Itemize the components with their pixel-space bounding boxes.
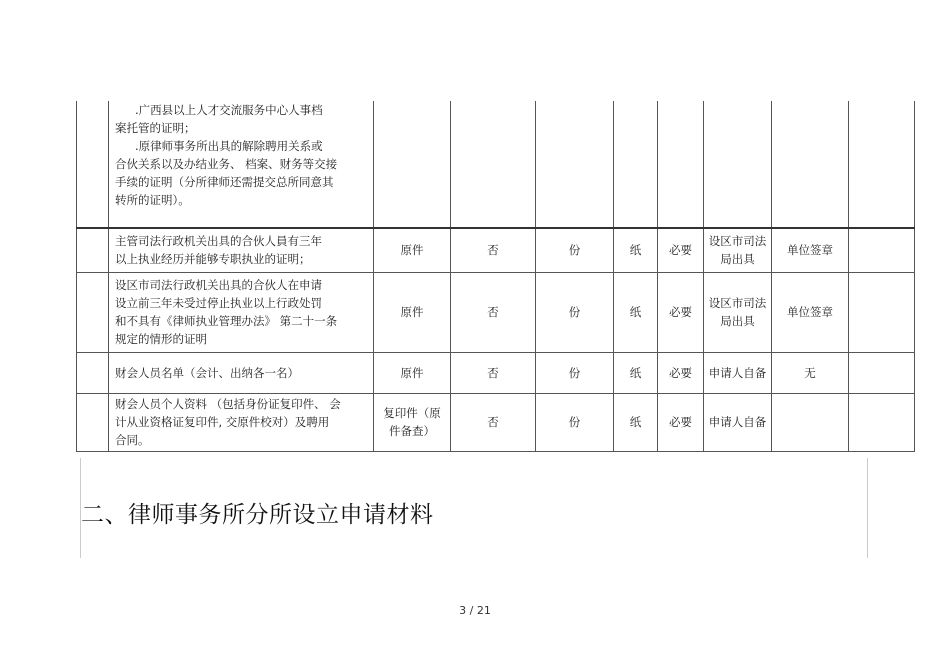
note-cell [849, 352, 915, 393]
item-line: .广西县以上人才交流服务中心人事档 [135, 103, 323, 117]
item-line: 财会人员个人资料 （包括身份证复印件、 会 [115, 397, 341, 411]
carrier-cell: 纸 [614, 352, 658, 393]
item-line: 设区市司法行政机关出具的合伙人在申请 [115, 278, 322, 292]
index-cell [77, 393, 109, 451]
table-row [77, 393, 915, 451]
requirement-cell: 单位签章 [772, 272, 849, 352]
required-cell: 必要 [658, 393, 704, 451]
source-cell [704, 101, 772, 228]
index-cell [77, 272, 109, 352]
source-cell: 申请人自备 [704, 393, 772, 451]
carrier-cell: 纸 [614, 393, 658, 451]
item-line: 主管司法行政机关出具的合伙人員有三年 [115, 234, 322, 249]
electronic-cell: 否 [451, 272, 536, 352]
electronic-cell: 否 [451, 352, 536, 393]
carrier-cell: 纸 [614, 228, 658, 272]
table-row [77, 352, 915, 393]
unit-cell: 份 [536, 393, 614, 451]
index-cell [77, 352, 109, 393]
table-row [77, 272, 915, 352]
requirement-cell [772, 101, 849, 228]
electronic-cell: 否 [451, 393, 536, 451]
source-cell: 申请人自备 [704, 352, 772, 393]
item-cell [109, 101, 374, 228]
item-cell [109, 352, 374, 393]
item-line: 和不具有《律师执业管理办法》 第二十一条 [115, 314, 338, 328]
form-cell: 原件 [374, 228, 451, 272]
table-row [77, 228, 915, 272]
requirement-cell: 无 [772, 352, 849, 393]
table-body [77, 101, 915, 451]
unit-cell: 份 [536, 272, 614, 352]
index-cell [77, 228, 109, 272]
form-cell [374, 101, 451, 228]
required-cell: 必要 [658, 352, 704, 393]
form-cell: 原件 [374, 272, 451, 352]
item-line: 以上执业经历并能够专职执业的证明； [115, 252, 311, 267]
materials-table [76, 101, 915, 452]
section-title: 二、律师事务所分所设立申请材料 [81, 502, 434, 528]
item-line: 合伙关系以及办结业务、 档案、财务等交接 [115, 157, 338, 171]
item-line: 规定的情形的证明 [115, 332, 207, 346]
item-line: 计从业资格证复印件, 交原件校对）及聘用 [115, 415, 330, 429]
requirement-cell [772, 393, 849, 451]
unit-cell [536, 101, 614, 228]
carrier-cell: 纸 [614, 272, 658, 352]
source-cell: 设区市司法局出具 [704, 272, 772, 352]
item-cell [109, 272, 374, 352]
table-row [77, 101, 915, 228]
item-line: 合同。 [115, 433, 150, 447]
note-cell [849, 228, 915, 272]
unit-cell: 份 [536, 228, 614, 272]
item-line: 转所的证明）。 [115, 193, 190, 207]
electronic-cell: 否 [451, 228, 536, 272]
margin-line [867, 458, 868, 558]
item-line: 设立前三年未受过停止执业以上行政处罚 [115, 296, 322, 310]
item-line: 案托管的证明； [115, 121, 196, 135]
page-number: 3 / 21 [459, 604, 491, 617]
form-cell: 原件 [374, 352, 451, 393]
note-cell [849, 101, 915, 228]
form-cell: 复印件（原件备查） [374, 393, 451, 451]
requirement-cell: 单位签章 [772, 228, 849, 272]
item-line: 财会人员名单（会计、出纳各一名） [115, 365, 299, 380]
source-cell: 设区市司法局出具 [704, 228, 772, 272]
unit-cell: 份 [536, 352, 614, 393]
item-line: 手续的证明（分所律师还需提交总所同意其 [115, 175, 334, 189]
note-cell [849, 393, 915, 451]
item-cell [109, 393, 374, 451]
carrier-cell [614, 101, 658, 228]
note-cell [849, 272, 915, 352]
required-cell: 必要 [658, 272, 704, 352]
electronic-cell [451, 101, 536, 228]
index-cell [77, 101, 109, 228]
required-cell [658, 101, 704, 228]
item-line: .原律师事务所出具的解除聘用关系或 [135, 139, 323, 153]
item-cell [109, 228, 374, 272]
required-cell: 必要 [658, 228, 704, 272]
